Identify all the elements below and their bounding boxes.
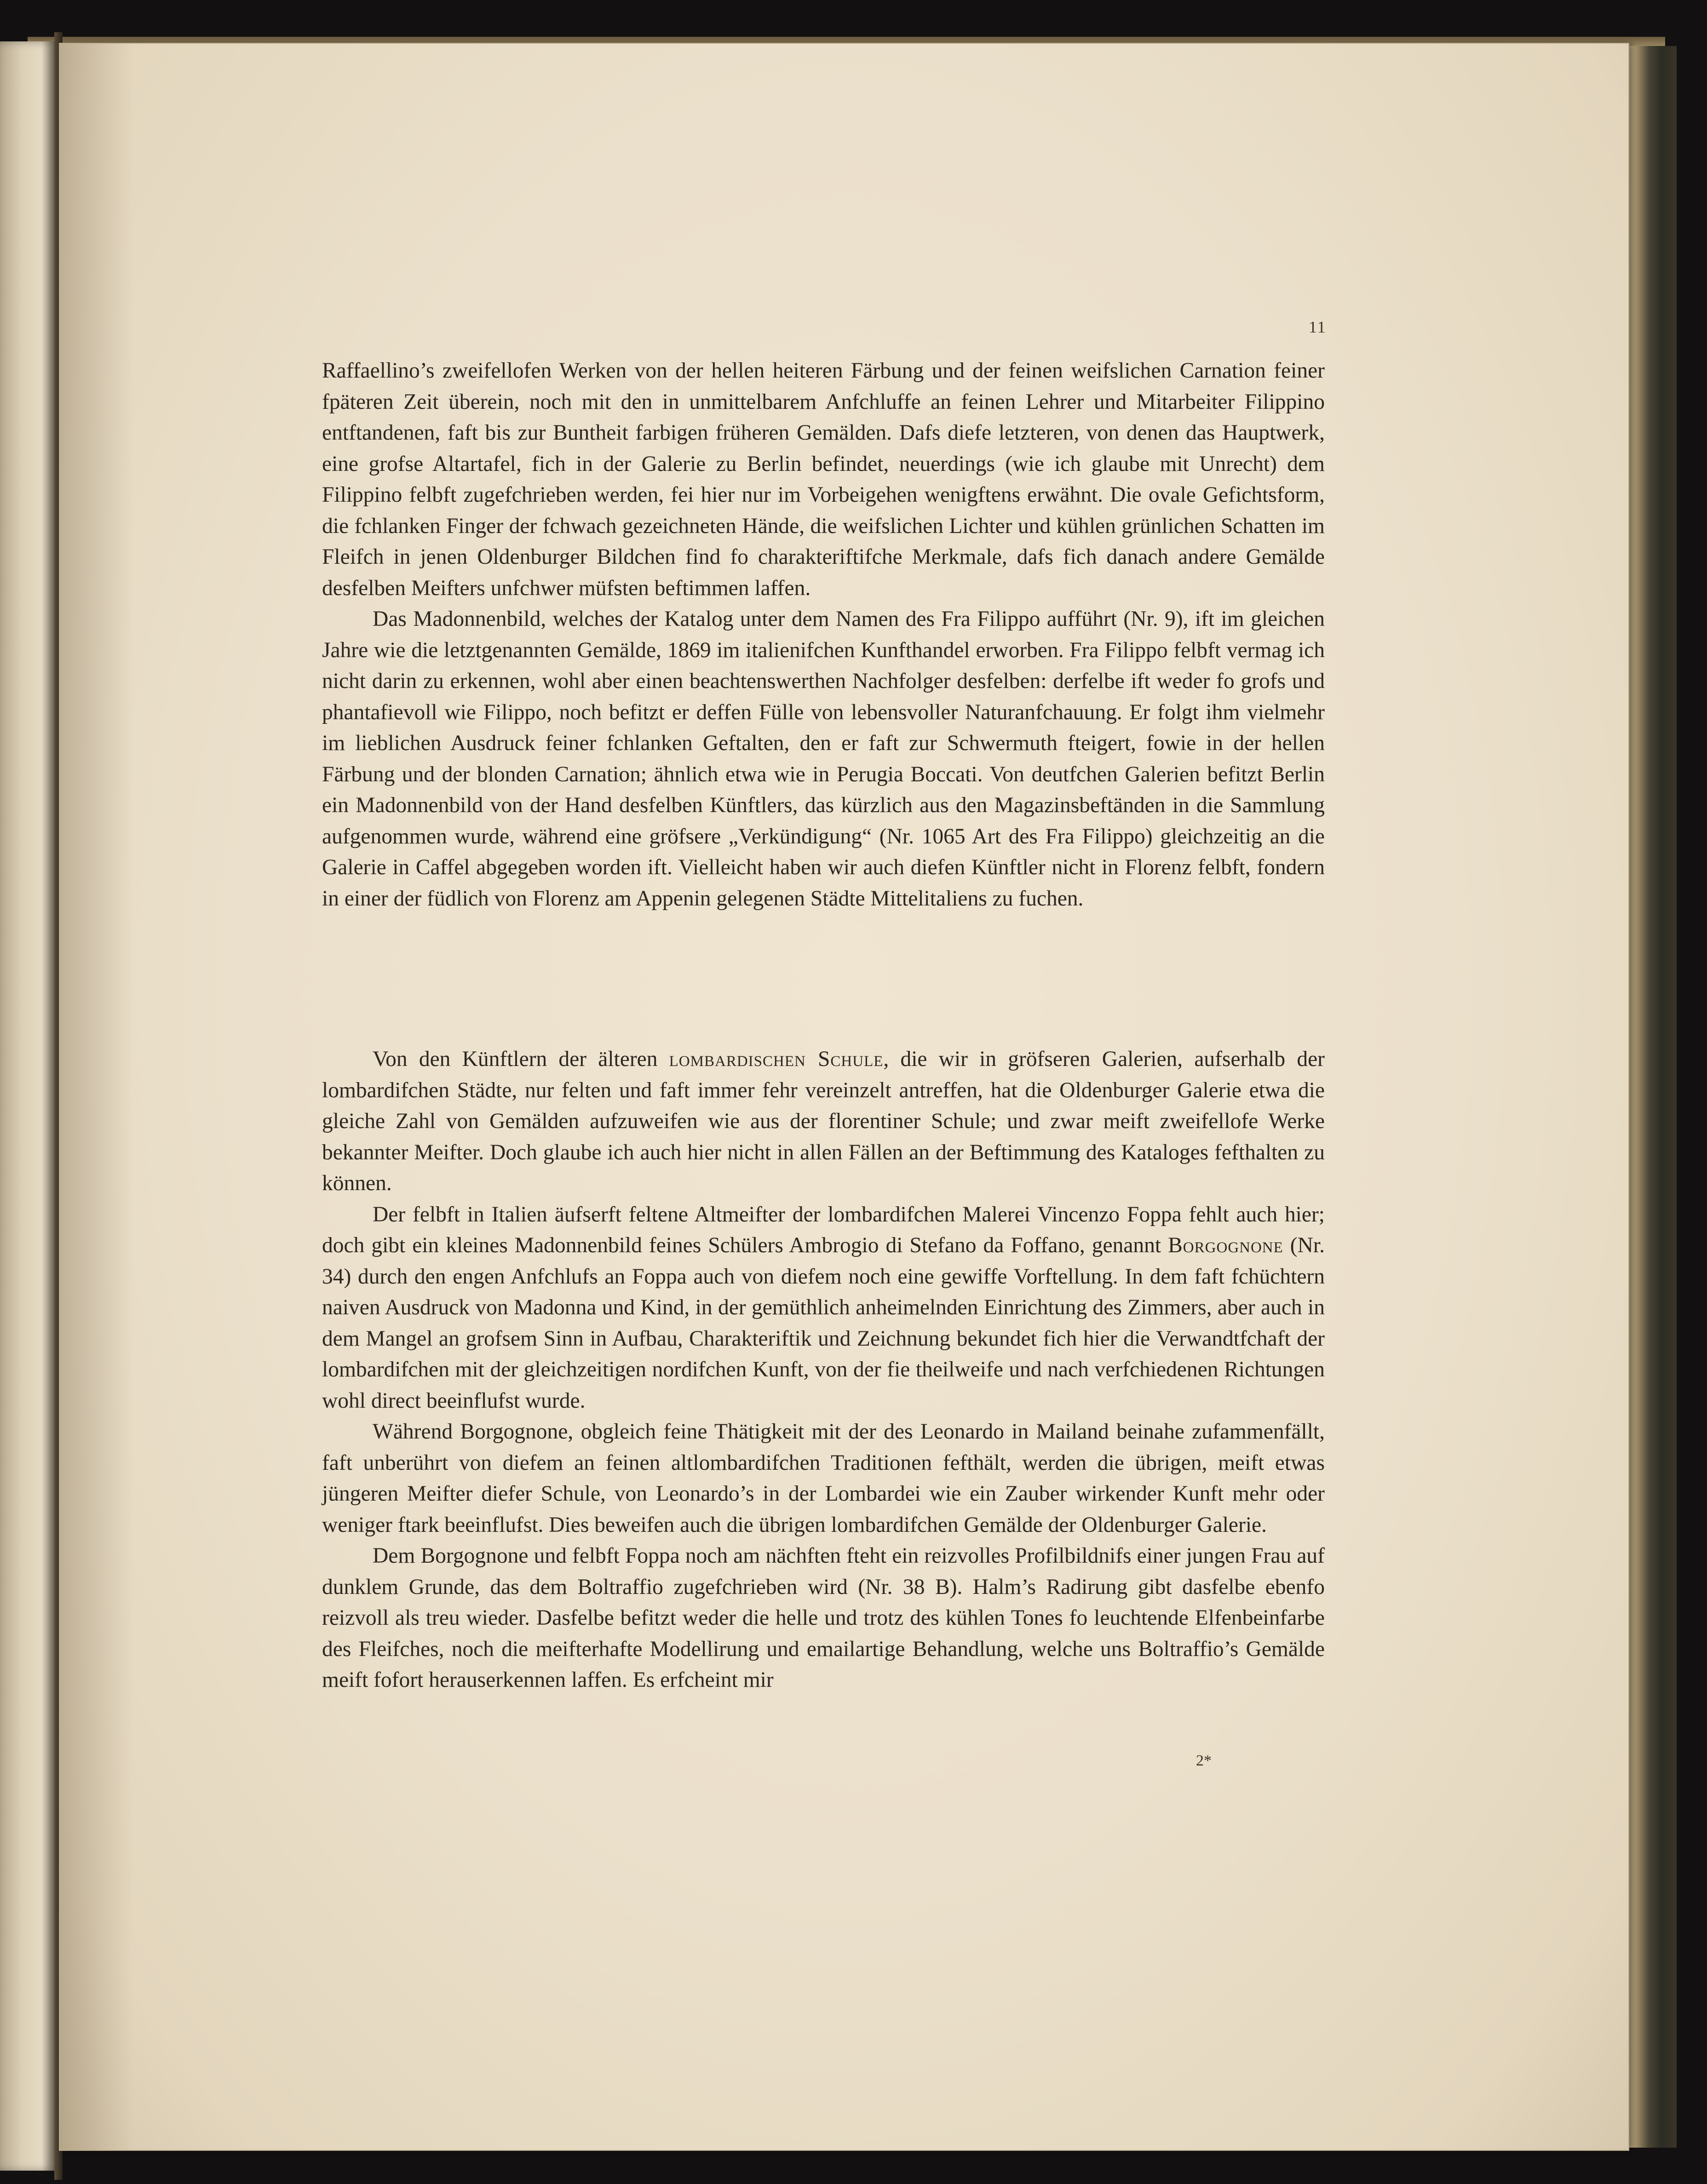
book-cover-edge xyxy=(1626,46,1677,2148)
paragraph-text: Von den Künftlern der älteren xyxy=(373,1047,669,1071)
artist-name-smallcaps: Borgognone xyxy=(1168,1233,1283,1257)
left-page-fragment xyxy=(0,41,55,2171)
paragraph: Dem Borgognone und felbft Foppa noch am nächften fteht ein reizvolles Profilbildnifs einer jungen Frau auf dunklem Grunde, das dem Boltraffio zugefchrieben wird (Nr. 38 B). Halm’s Radirung gibt dasfelbe ebenfo reizvoll als treu wieder. Dasfelbe befitzt weder die helle und trotz des kühlen Tones fo leuchtende Elfenbeinfarbe des Fleifches, noch die meifterhafte Modellirung und emailartige Behandlung, welche uns Boltraffio’s Gemälde meift fofort herauserkennen laffen. Es erfcheint mir xyxy=(322,1544,1325,1692)
page-number: 11 xyxy=(1309,318,1327,336)
paragraph xyxy=(322,1199,1325,1417)
text-section-lombard xyxy=(322,1044,1325,1696)
paragraph: Das Madonnenbild, welches der Katalog unter dem Namen des Fra Filippo aufführt (Nr. 9), ift im gleichen Jahre wie die letztgenannten Gemälde, 1869 im italienifchen Kunfthandel erworben. Fra Filippo felbft vermag ich nicht darin zu erkennen, wohl aber einen beachtenswerthen Nachfolger desfelben: derfelbe ift weder fo grofs und phantafievoll wie Filippo, noch befitzt er deffen Fülle von lebensvoller Naturanfchauung. Er folgt ihm vielmehr im lieblichen Ausdruck feiner fchlanken Geftalten, den er faft zur Schwermuth fteigert, fowie in der hellen Färbung und der blonden Carnation; ähnlich etwa wie in Perugia Boccati. Von deutfchen Galerien befitzt Berlin ein Madonnenbild von der Hand desfelben Künftlers, das kürzlich aus den Magazinsbeftänden in die Sammlung aufgenommen wurde, während eine gröfsere „Verkündigung“ (Nr. 1065 Art des Fra Filippo) gleichzeitig an die Galerie in Caffel abgegeben worden ift. Vielleicht haben wir auch diefen Künftler nicht in Florenz felbft, fondern in einer der füdlich von Florenz am Appenin gelegenen Städte Mittelitaliens zu fuchen. xyxy=(322,607,1325,911)
paragraph-text: Der felbft in Italien äufserft feltene Altmeifter der lombardifchen Malerei Vincenzo Foppa fehlt auch hier; doch gibt ein kleines Madonnenbild feines Schülers Ambrogio di Stefano da Foffano, genannt xyxy=(322,1202,1325,1257)
paragraph: Raffaellino’s zweifellofen Werken von der hellen heiteren Färbung und der feinen weifslichen Carnation feiner fpäteren Zeit überein, noch mit den in unmittelbarem Anfchluffe an feinen Lehrer und Mitarbeiter Filippino entftandenen, faft bis zur Buntheit farbigen früheren Gemälden. Dafs diefe letzteren, von denen das Hauptwerk, eine grofse Altartafel, fich in der Galerie zu Berlin befindet, neuerdings (wie ich glaube mit Unrecht) dem Filippino felbft zugefchrieben werden, fei hier nur im Vorbeigehen wenigftens erwähnt. Die ovale Gefichtsform, die fchlanken Finger der fchwach gezeichneten Hände, die weifslichen Lichter und kühlen grünlichen Schatten im Fleifch in jenen Oldenburger Bildchen find fo charakteriftifche Merkmale, dafs fich danach andere Gemälde desfelben Meifters unfchwer müfsten beftimmen laffen. xyxy=(322,359,1325,600)
paragraph: Während Borgognone, obgleich feine Thätigkeit mit der des Leonardo in Mailand beinahe zufammenfällt, faft unberührt von diefem an feinen altlombardifchen Traditionen fefthält, werden die übrigen, meift etwas jüngeren Meifter diefer Schule, von Leonardo’s in der Lombardei wie ein Zauber wirkender Kunft mehr oder weniger ftark beeinflufst. Dies beweifen auch die übrigen lombardifchen Gemälde der Oldenburger Galerie. xyxy=(322,1420,1325,1537)
school-name-smallcaps: lombardischen Schule xyxy=(669,1047,884,1071)
paragraph-text: , die wir in gröfseren Galerien, aufserhalb der lombardifchen Städte, nur felten und faft immer fehr vereinzelt antreffen, hat die Oldenburger Galerie etwa die gleiche Zahl von Gemälden aufzuweifen wie aus der florentiner Schule; und zwar meift zweifellofe Werke bekannter Meifter. Doch glaube ich auch hier nicht in allen Fällen an der Beftimmung des Kataloges fefthalten zu können. xyxy=(322,1047,1325,1195)
signature-mark: 2* xyxy=(1196,1752,1212,1769)
paragraph xyxy=(322,1044,1325,1199)
text-section-florentine xyxy=(322,355,1325,914)
paragraph-text: (Nr. 34) durch den engen Anfchlufs an Foppa auch von diefem noch eine gewiffe Vorftellung. In dem faft fchüchtern naiven Ausdruck von Madonna und Kind, in der gemüthlich anheimelnden Einrichtung des Zimmers, aber auch in dem Mangel an grofsem Sinn in Aufbau, Charakteriftik und Zeichnung bekundet fich hier die Verwandtfchaft der lombardifchen mit der gleichzeitigen nordifchen Kunft, von der fie theilweife und nach verfchiedenen Richtungen wohl direct beeinflufst wurde. xyxy=(322,1233,1325,1413)
